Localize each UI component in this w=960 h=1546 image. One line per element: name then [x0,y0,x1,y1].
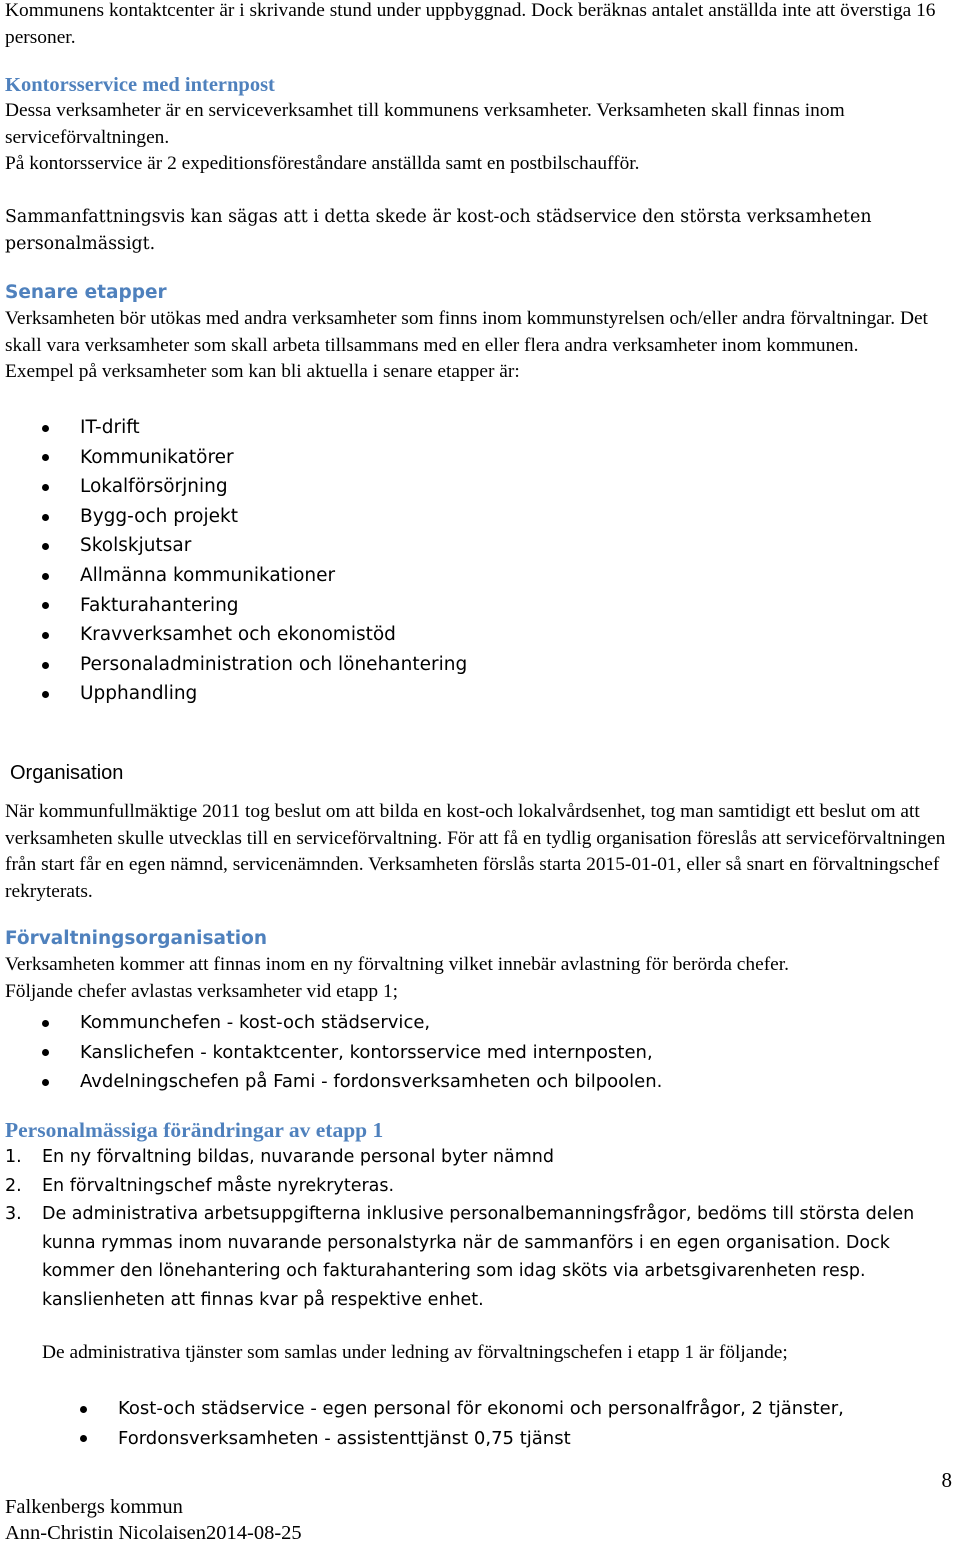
organisation-heading-wrap [10,760,960,786]
numbered-item-text: De administrativa arbetsuppgifterna inklusive personalbemanningsfrågor, bedöms till största delen kunna rymmas inom nuvarande personalstyrka när de sammanförs i en egen organisation. Dock kommer den lönehantering och fakturahantering som idag sköts via arbetsgivarenheten resp. kanslienheten att finnas kvar på respektive enhet. [42,1204,915,1310]
list-item-label: Kommunikatörer [80,446,234,468]
personal-heading: Personalmässiga förändringar av etapp 1 [5,1118,384,1142]
bullet-icon [80,1406,87,1413]
services-list [0,1394,950,1453]
bullet-icon [42,662,49,669]
summary-section [5,204,955,258]
list-item [0,620,950,650]
organisation-paragraph: När kommunfullmäktige 2011 tog beslut om att bilda en kost-och lokalvårdsenhet, tog man samtidigt ett beslut om att verksamheten skulle utvecklas till en serviceförvaltning. För att få en tydlig organisation föreslås att serviceförvaltningen från start får en egen nämnd, servicenämnden. Verksamheten förslås starta 2015-01-01, eller så snart en förvaltningschef rekryterats. [5,801,946,902]
numbered-item-text: En ny förvaltning bildas, nuvarande personal byter nämnd [42,1147,554,1167]
intro-paragraph: Kommunens kontaktcenter är i skrivande stund under uppbyggnad. Dock beräknas antalet anställda inte att överstiga 16 personer. [5,0,936,48]
numbered-item-number: 2. [5,1175,22,1196]
bullet-icon [42,484,49,491]
list-item [0,561,950,591]
numbered-item [5,1172,920,1201]
footer-author-date: Ann-Christin Nicolaisen2014-08-25 [5,1522,302,1544]
senare-etapper-paragraph: Verksamheten bör utökas med andra verksamheter som finns inom kommunstyrelsen och/eller andra förvaltningar. Det skall vara verksamheter som skall arbeta tillsammans med en eller flera andra verksamheter inom kommunen. [5,308,928,356]
kontorsservice-heading: Kontorsservice med internpost [5,74,275,96]
list-item [0,650,950,680]
list-item [0,1038,950,1068]
kontorsservice-paragraph-2: På kontorsservice är 2 expeditionsföreståndare anställda samt en postbilschaufför. [5,153,640,174]
bullet-icon [42,1049,49,1056]
list-item-label: Fakturahantering [80,594,239,616]
list-item-label: Bygg-och projekt [80,505,238,527]
list-item-label: Avdelningschefen på Fami - fordonsverksamheten och bilpoolen. [80,1071,663,1093]
forvaltning-section [5,926,955,1005]
list-item-label: Fordonsverksamheten - assistenttjänst 0,75 tjänst [118,1427,571,1449]
list-item [0,531,950,561]
forvaltning-paragraph-2: Följande chefer avlastas verksamheter vid etapp 1; [5,980,399,1002]
list-item-label: Personaladministration och lönehantering [80,653,468,675]
forvaltning-list [0,1008,950,1097]
list-item [0,502,950,532]
bullet-icon [42,1079,49,1086]
bullet-icon [42,454,49,461]
list-item [0,1394,950,1424]
numbered-item-number: 1. [5,1147,22,1167]
kontorsservice-section [5,72,955,178]
list-item [0,1067,950,1097]
personal-note: De administrativa tjänster som samlas under ledning av förvaltningschefen i etapp 1 är följande; [42,1342,788,1363]
intro-section [5,0,955,51]
bullet-icon [42,425,49,432]
organisation-section [5,799,955,905]
list-item [0,413,950,443]
list-item [0,443,950,473]
senare-etapper-section [5,280,955,386]
bullet-icon [42,691,49,698]
kontorsservice-paragraph-1: Dessa verksamheter är en serviceverksamhet till kommunens verksamheter. Verksamheten skall finnas inom serviceförvaltningen. [5,100,845,148]
personal-numbered-list [5,1143,920,1314]
list-item-label: Upphandling [80,683,198,705]
bullet-icon [42,543,49,550]
bullet-icon [42,514,49,521]
list-item [0,1008,950,1038]
senare-etapper-list [0,413,950,709]
forvaltning-paragraph-1: Verksamheten kommer att finnas inom en ny förvaltning vilket innebär avlastning för berörda chefer. [5,954,789,975]
list-item [0,679,950,709]
bullet-icon [80,1435,87,1442]
personal-section [5,1117,955,1143]
bullet-icon [42,1020,49,1027]
numbered-item-text: En förvaltningschef måste nyrekryteras. [42,1175,395,1196]
list-item-label: Kanslichefen - kontaktcenter, kontorsservice med internposten, [80,1041,653,1063]
forvaltning-heading: Förvaltningsorganisation [5,928,268,949]
personal-note-wrap [42,1340,952,1367]
bullet-icon [42,573,49,580]
list-item-label: IT-drift [80,417,140,438]
senare-etapper-intro: Exempel på verksamheter som kan bli aktuella i senare etapper är: [5,361,520,382]
list-item-label: Kost-och städservice - egen personal för ekonomi och personalfrågor, 2 tjänster, [118,1398,844,1419]
list-item [0,1424,950,1454]
list-item-label: Skolskjutsar [80,535,192,557]
bullet-icon [42,632,49,639]
list-item [0,472,950,502]
numbered-item-number: 3. [5,1204,22,1224]
summary-paragraph: Sammanfattningsvis kan sägas att i detta skede är kost-och städservice den största verksamheten personalmässigt. [5,207,872,254]
list-item [0,591,950,621]
numbered-item [5,1143,920,1172]
footer-organization: Falkenbergs kommun [5,1496,183,1518]
list-item-label: Kommunchefen - kost-och städservice, [80,1012,431,1033]
list-item-label: Kravverksamhet och ekonomistöd [80,624,396,646]
list-item-label: Lokalförsörjning [80,476,228,498]
organisation-heading: Organisation [10,762,124,784]
bullet-icon [42,602,49,609]
page-number: 8 [941,1468,952,1492]
footer [5,1494,302,1546]
numbered-item [5,1200,920,1314]
list-item-label: Allmänna kommunikationer [80,564,336,586]
senare-etapper-heading: Senare etapper [5,282,167,303]
